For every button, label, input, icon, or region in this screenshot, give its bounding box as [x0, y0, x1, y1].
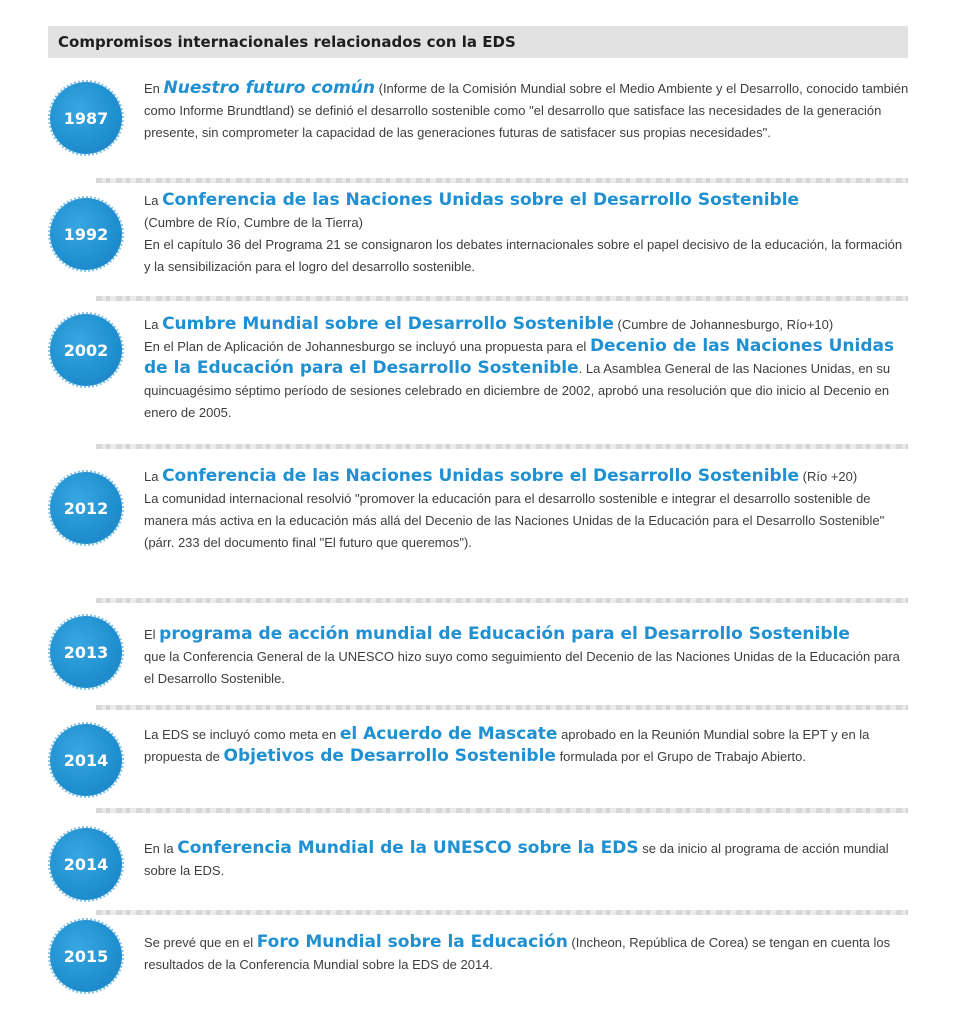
- entry-text-lead: La: [144, 193, 163, 208]
- entry-text-body: (Informe de la Comisión Mundial sobre el Medio Ambiente y el Desarrollo, conocido también como Informe Brundtland) se definió el desarrollo sostenible como "el desarrollo que satisface las necesidades de la generación presente, sin comprometer la capacidad de las generaciones futuras de satisfacer sus propias necesidades".: [144, 81, 909, 140]
- entry-text-note: (Río +20): [799, 469, 858, 484]
- entry-text: [144, 624, 912, 690]
- year-badge: [50, 724, 122, 796]
- divider: [96, 296, 908, 301]
- entry-text-body: aprobado en la Reunión Mundial sobre la EPT y en la propuesta de: [144, 727, 870, 764]
- entry-text: [144, 838, 912, 882]
- entry-text-lead: En: [144, 81, 164, 96]
- timeline-entry-2015: [48, 920, 908, 1000]
- entry-text-note: (Cumbre de Johannesburgo, Río+10): [613, 317, 834, 332]
- year-label: 2002: [63, 340, 109, 360]
- entry-text-body: (Incheon, República de Corea) se tengan en cuenta los resultados de la Conferencia Mundial sobre la EDS de 2014.: [144, 935, 891, 972]
- entry-text-body: En el capítulo 36 del Programa 21 se consignaron los debates internacionales sobre el papel decisivo de la educación, la formación y la sensibilización para el logro del desarrollo sostenible.: [144, 237, 903, 274]
- divider: [96, 910, 908, 915]
- divider: [96, 598, 908, 603]
- year-badge: [50, 828, 122, 900]
- timeline-entry-2012: [48, 462, 908, 592]
- entry-text-body: La comunidad internacional resolvió "promover la educación para el desarrollo sostenible e integrar el desarrollo sostenible de manera más activa en la educación más allá del Decenio de las Naciones Unidas de la Educación para el Desarrollo Sostenible" (párr. 233 del documento final "El futuro que queremos").: [144, 491, 885, 550]
- entry-text-body: En el Plan de Aplicación de Johannesburgo se incluyó una propuesta para el: [144, 339, 590, 354]
- timeline-entry-1992: [48, 188, 908, 293]
- entry-text: [144, 78, 912, 144]
- entry-text-lead: La: [144, 317, 163, 332]
- divider: [96, 444, 908, 449]
- entry-text-body: que la Conferencia General de la UNESCO hizo suyo como seguimiento del Decenio de las Naciones Unidas de la Educación para el Desarrollo Sostenible.: [144, 649, 900, 686]
- year-badge: [50, 314, 122, 386]
- year-badge: [50, 920, 122, 992]
- entry-text-lead: La EDS se incluyó como meta en: [144, 727, 340, 742]
- timeline-entry-1987: [48, 70, 908, 180]
- page-title: Compromisos internacionales relacionados con la EDS: [58, 33, 516, 51]
- entry-text-lead: La: [144, 469, 163, 484]
- title-bar: [48, 26, 908, 58]
- entry-text: [144, 932, 912, 976]
- entry-text: [144, 190, 912, 278]
- entry-text-lead: En la: [144, 841, 178, 856]
- entry-highlight: Foro Mundial sobre la Educación: [256, 932, 568, 952]
- year-label: 1987: [63, 108, 109, 128]
- entry-highlight-2: Objetivos de Desarrollo Sostenible: [223, 746, 556, 766]
- entry-text-body-2: formulada por el Grupo de Trabajo Abierto.: [555, 749, 806, 764]
- entry-text: [144, 724, 912, 768]
- entry-text-lead: El: [144, 627, 160, 642]
- year-label: 2012: [63, 498, 109, 518]
- entry-highlight: el Acuerdo de Mascate: [339, 724, 558, 744]
- entry-highlight: Nuestro futuro común: [163, 78, 375, 98]
- entry-highlight-2: Decenio de las Naciones Unidas de la Educación para el Desarrollo Sostenible: [144, 336, 895, 378]
- entry-text-body: se da inicio al programa de acción mundial sobre la EDS.: [144, 841, 889, 878]
- year-label: 2014: [63, 750, 109, 770]
- entry-text-body-2: . La Asamblea General de las Naciones Unidas, en su quincuagésimo séptimo período de sesiones celebrado en diciembre de 2002, aprobó una resolución que dio inicio al Decenio en enero de 2005.: [144, 361, 891, 420]
- timeline-entry-2002: [48, 310, 908, 440]
- year-badge: [50, 472, 122, 544]
- divider: [96, 705, 908, 710]
- entry-subtitle: (Cumbre de Río, Cumbre de la Tierra): [144, 215, 363, 230]
- year-label: 2015: [63, 946, 109, 966]
- year-badge: [50, 616, 122, 688]
- entry-highlight: Conferencia de las Naciones Unidas sobre el Desarrollo Sostenible: [162, 466, 800, 486]
- entry-highlight: Cumbre Mundial sobre el Desarrollo Sostenible: [162, 314, 614, 334]
- timeline-entry-2013: [48, 616, 908, 700]
- timeline-entry-2014-b: [48, 826, 908, 906]
- year-badge: [50, 82, 122, 154]
- entry-highlight: Conferencia Mundial de la UNESCO sobre la EDS: [177, 838, 639, 858]
- divider: [96, 178, 908, 183]
- entry-text: [144, 466, 912, 554]
- entry-text: [144, 314, 912, 424]
- entry-text-lead: Se prevé que en el: [144, 935, 257, 950]
- timeline-entry-2014-a: [48, 720, 908, 806]
- year-label: 1992: [63, 224, 109, 244]
- entry-highlight: programa de acción mundial de Educación para el Desarrollo Sostenible: [159, 624, 850, 644]
- divider: [96, 808, 908, 813]
- entry-highlight: Conferencia de las Naciones Unidas sobre el Desarrollo Sostenible: [162, 190, 800, 210]
- year-label: 2013: [63, 642, 109, 662]
- year-label: 2014: [63, 854, 109, 874]
- year-badge: [50, 198, 122, 270]
